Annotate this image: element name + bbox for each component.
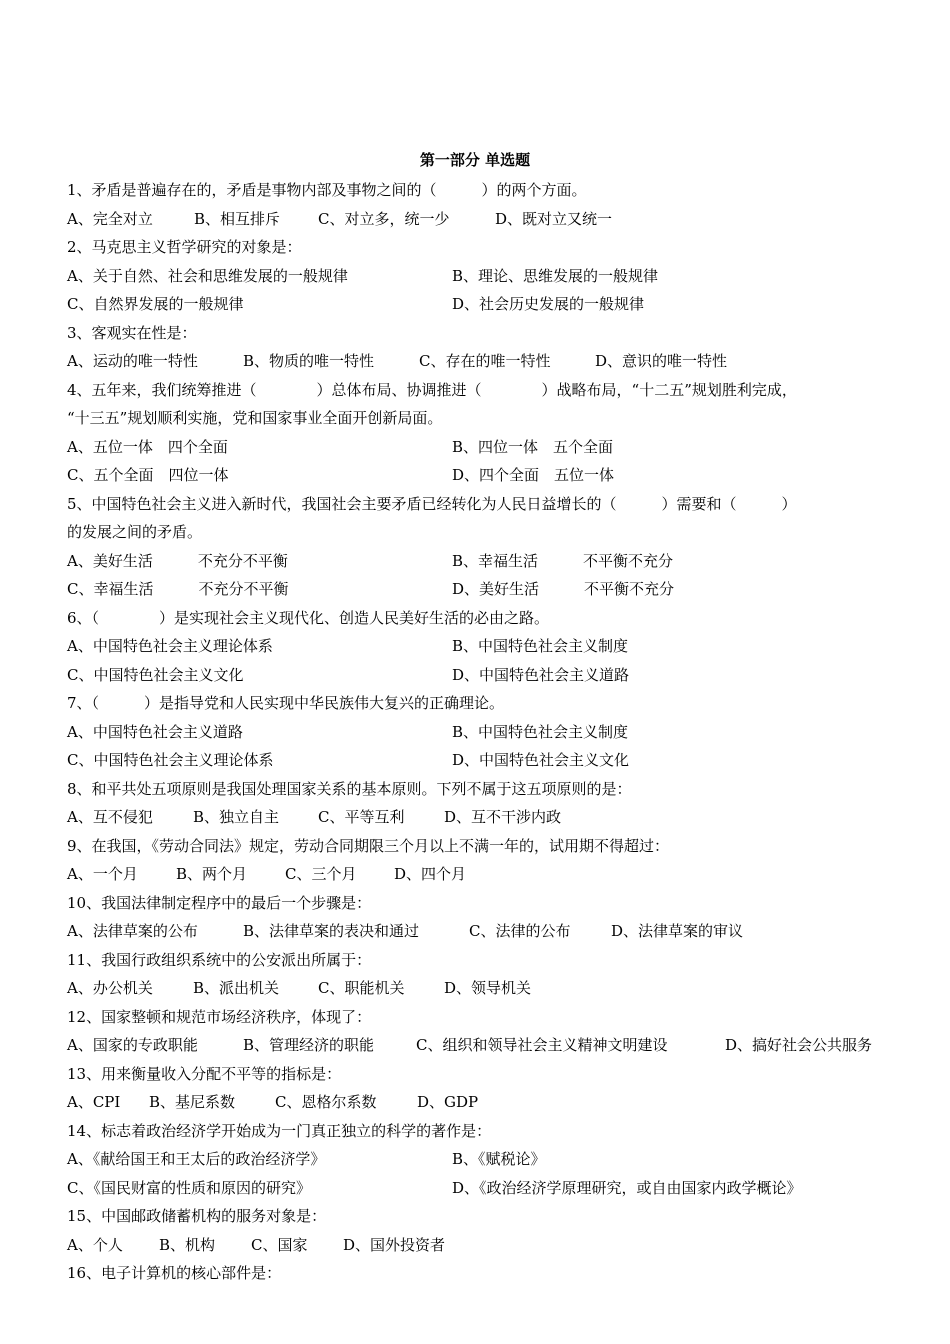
question-7: 7、（ ）是指导党和人民实现中华民族伟大复兴的正确理论。 xyxy=(67,694,505,712)
question-9-options xyxy=(67,860,887,889)
option-d: D、GDP xyxy=(417,1093,479,1111)
option-a: A、CPI xyxy=(67,1093,121,1111)
question-16: 16、电子计算机的核心部件是： xyxy=(67,1264,282,1282)
question-5-line1: 5、中国特色社会主义进入新时代，我国社会主要矛盾已经转化为人民日益增长的（ ）需要和（ ） xyxy=(67,494,797,513)
option-a: A、办公机关 xyxy=(67,979,153,997)
option-d: D、中国特色社会主义文化 xyxy=(452,751,630,769)
option-b: B、法律草案的表决和通过 xyxy=(243,922,420,940)
question-4-line1: 4、五年来，我们统筹推进（ ）总体布局、协调推进（ ）战略布局，“十二五”规划胜利完成， xyxy=(67,380,797,399)
question-1: 1、矛盾是普遍存在的，矛盾是事物内部及事物之间的（ ）的两个方面。 xyxy=(67,181,587,199)
option-b: B、幸福生活 不平衡不充分 xyxy=(452,551,674,570)
question-4-options-row1 xyxy=(67,433,887,462)
option-b: B、物质的唯一特性 xyxy=(243,352,375,370)
option-b: B、四位一体 五个全面 xyxy=(452,437,614,456)
question-8-options xyxy=(67,803,887,832)
option-a: A、国家的专政职能 xyxy=(67,1036,198,1054)
option-c: C、国家 xyxy=(251,1235,308,1254)
option-d: D、搞好社会公共服务 xyxy=(725,1036,873,1054)
question-7-options-row1 xyxy=(67,718,887,747)
option-d: D、既对立又统一 xyxy=(495,209,613,228)
question-13-options xyxy=(67,1088,887,1117)
option-d: D、美好生活 不平衡不充分 xyxy=(452,580,675,598)
question-14-options-row2 xyxy=(67,1174,887,1203)
option-b: B、独立自主 xyxy=(193,808,280,826)
question-13: 13、用来衡量收入分配不平等的指标是： xyxy=(67,1064,342,1083)
option-b: B、两个月 xyxy=(176,865,248,883)
option-a: A、完全对立 xyxy=(67,209,153,228)
option-a: A、个人 xyxy=(67,1235,123,1254)
question-10-options xyxy=(67,917,887,946)
question-5-line2: 的发展之间的矛盾。 xyxy=(67,523,203,541)
question-6-options-row1 xyxy=(67,632,887,661)
option-d: D、法律草案的审议 xyxy=(611,922,744,940)
section-title: 第一部分 单选题 xyxy=(419,151,531,169)
option-b: B、机构 xyxy=(159,1235,216,1254)
question-4-line2: “十三五”规划顺利实施，党和国家事业全面开创新局面。 xyxy=(67,409,443,427)
option-d: D、社会历史发展的一般规律 xyxy=(452,295,645,313)
question-9: 9、在我国，《劳动合同法》规定，劳动合同期限三个月以上不满一年的，试用期不得超过： xyxy=(67,836,670,855)
option-d: D、意识的唯一特性 xyxy=(595,352,728,370)
question-5-options-row1 xyxy=(67,547,887,576)
option-c: C、幸福生活 不充分不平衡 xyxy=(67,580,289,598)
option-b: B、《赋税论》 xyxy=(452,1150,546,1168)
option-d: D、国外投资者 xyxy=(343,1235,446,1254)
option-a: A、美好生活 不充分不平衡 xyxy=(67,551,288,570)
question-12-options xyxy=(67,1031,887,1060)
option-a: A、法律草案的公布 xyxy=(67,922,198,940)
option-a: A、中国特色社会主义理论体系 xyxy=(67,637,273,655)
question-2: 2、马克思主义哲学研究的对象是： xyxy=(67,238,302,256)
option-c: C、中国特色社会主义理论体系 xyxy=(67,751,274,769)
question-6-options-row2 xyxy=(67,661,887,690)
question-11-options xyxy=(67,974,887,1003)
question-14: 14、标志着政治经济学开始成为一门真正独立的科学的著作是： xyxy=(67,1121,492,1140)
option-c: C、法律的公布 xyxy=(469,922,571,940)
option-b: B、管理经济的职能 xyxy=(243,1036,375,1054)
option-d: D、互不干涉内政 xyxy=(444,808,562,826)
option-a: A、一个月 xyxy=(67,865,138,883)
question-list xyxy=(67,176,887,1288)
option-d: D、领导机关 xyxy=(444,979,532,997)
question-15-options xyxy=(67,1231,887,1260)
question-6: 6、（ ）是实现社会主义现代化、创造人民美好生活的必由之路。 xyxy=(67,608,550,627)
option-d: D、四个月 xyxy=(394,865,467,883)
option-b: B、中国特色社会主义制度 xyxy=(452,637,629,655)
option-a: A、《献给国王和王太后的政治经济学》 xyxy=(67,1150,326,1168)
option-d: D、《政治经济学原理研究，或自由国家内政学概论》 xyxy=(452,1178,802,1197)
option-b: B、基尼系数 xyxy=(149,1093,236,1111)
question-2-options-row1 xyxy=(67,262,887,291)
question-8: 8、和平共处五项原则是我国处理国家关系的基本原则。下列不属于这五项原则的是： xyxy=(67,779,632,798)
option-d: D、中国特色社会主义道路 xyxy=(452,665,630,684)
option-b: B、理论、思维发展的一般规律 xyxy=(452,266,659,285)
option-b: B、相互排斥 xyxy=(194,209,281,228)
question-14-options-row1 xyxy=(67,1145,887,1174)
question-2-options-row2 xyxy=(67,290,887,319)
option-d: D、四个全面 五位一体 xyxy=(452,466,615,484)
option-c: C、中国特色社会主义文化 xyxy=(67,665,244,684)
question-15: 15、中国邮政储蓄机构的服务对象是： xyxy=(67,1207,327,1225)
option-c: C、组织和领导社会主义精神文明建设 xyxy=(416,1036,668,1054)
option-a: A、运动的唯一特性 xyxy=(67,352,198,370)
option-b: B、派出机关 xyxy=(193,979,280,997)
question-10: 10、我国法律制定程序中的最后一个步骤是： xyxy=(67,893,372,912)
option-c: C、三个月 xyxy=(285,865,357,883)
question-3-options xyxy=(67,347,887,376)
option-a: A、中国特色社会主义道路 xyxy=(67,722,243,741)
option-c: C、存在的唯一特性 xyxy=(419,352,551,370)
question-7-options-row2 xyxy=(67,746,887,775)
question-5-options-row2 xyxy=(67,575,887,604)
question-3: 3、客观实在性是： xyxy=(67,323,197,342)
question-11: 11、我国行政组织系统中的公安派出所属于： xyxy=(67,950,372,969)
option-c: C、恩格尔系数 xyxy=(275,1093,377,1111)
option-b: B、中国特色社会主义制度 xyxy=(452,722,629,741)
option-c: C、平等互利 xyxy=(318,808,405,826)
question-1-options xyxy=(67,205,887,234)
option-a: A、互不侵犯 xyxy=(67,808,153,826)
question-4-options-row2 xyxy=(67,461,887,490)
option-a: A、五位一体 四个全面 xyxy=(67,437,228,456)
question-12: 12、国家整顿和规范市场经济秩序，体现了： xyxy=(67,1007,372,1026)
option-c: C、《国民财富的性质和原因的研究》 xyxy=(67,1178,311,1197)
option-c: C、对立多，统一少 xyxy=(318,209,450,228)
option-c: C、自然界发展的一般规律 xyxy=(67,295,244,313)
option-c: C、职能机关 xyxy=(318,979,405,997)
option-a: A、关于自然、社会和思维发展的一般规律 xyxy=(67,266,348,285)
option-c: C、五个全面 四位一体 xyxy=(67,466,229,484)
